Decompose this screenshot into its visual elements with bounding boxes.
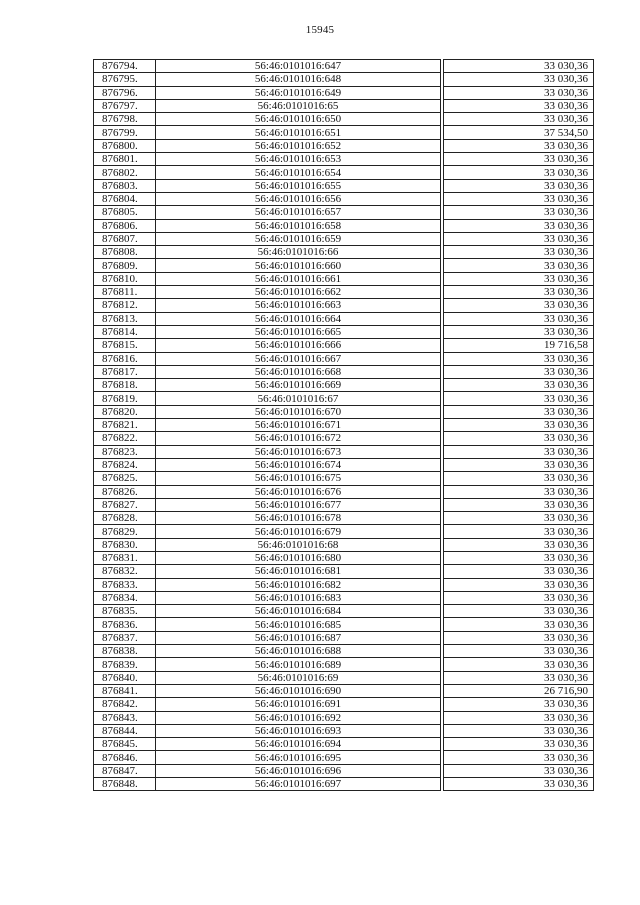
table-row [94, 778, 594, 791]
table-row [94, 645, 594, 658]
row-number-cell: 876824. [94, 458, 156, 471]
table-row [94, 392, 594, 405]
row-number-cell: 876799. [94, 126, 156, 139]
value-cell: 33 030,36 [444, 472, 594, 485]
table-row [94, 219, 594, 232]
row-number-cell: 876846. [94, 751, 156, 764]
row-number-cell: 876795. [94, 73, 156, 86]
cadastral-number-cell: 56:46:0101016:679 [156, 525, 441, 538]
cadastral-number-cell: 56:46:0101016:68 [156, 538, 441, 551]
table-row [94, 179, 594, 192]
table-row [94, 419, 594, 432]
value-cell: 33 030,36 [444, 166, 594, 179]
value-cell: 33 030,36 [444, 764, 594, 777]
cadastral-number-cell: 56:46:0101016:678 [156, 512, 441, 525]
value-cell: 33 030,36 [444, 671, 594, 684]
value-cell: 33 030,36 [444, 286, 594, 299]
value-cell: 33 030,36 [444, 259, 594, 272]
table-row [94, 565, 594, 578]
cadastral-number-cell: 56:46:0101016:692 [156, 711, 441, 724]
value-cell: 33 030,36 [444, 698, 594, 711]
table-row [94, 684, 594, 697]
row-number-cell: 876833. [94, 578, 156, 591]
table-row [94, 60, 594, 73]
table-row [94, 192, 594, 205]
row-number-cell: 876803. [94, 179, 156, 192]
value-cell: 33 030,36 [444, 179, 594, 192]
table-row [94, 139, 594, 152]
value-cell: 33 030,36 [444, 113, 594, 126]
cadastral-number-cell: 56:46:0101016:674 [156, 458, 441, 471]
row-number-cell: 876822. [94, 432, 156, 445]
cadastral-number-cell: 56:46:0101016:670 [156, 405, 441, 418]
cadastral-number-cell: 56:46:0101016:673 [156, 445, 441, 458]
row-number-cell: 876838. [94, 645, 156, 658]
cadastral-number-cell: 56:46:0101016:684 [156, 605, 441, 618]
value-cell: 33 030,36 [444, 738, 594, 751]
table-row [94, 698, 594, 711]
cadastral-number-cell: 56:46:0101016:663 [156, 299, 441, 312]
cadastral-number-cell: 56:46:0101016:651 [156, 126, 441, 139]
table-row [94, 365, 594, 378]
table-row [94, 538, 594, 551]
table-row [94, 751, 594, 764]
value-cell: 33 030,36 [444, 605, 594, 618]
table-row [94, 551, 594, 564]
value-cell: 33 030,36 [444, 485, 594, 498]
table-row [94, 591, 594, 604]
value-cell: 33 030,36 [444, 724, 594, 737]
value-cell: 33 030,36 [444, 272, 594, 285]
cadastral-number-cell: 56:46:0101016:660 [156, 259, 441, 272]
value-cell: 33 030,36 [444, 206, 594, 219]
table-row [94, 99, 594, 112]
row-number-cell: 876821. [94, 419, 156, 432]
value-cell: 33 030,36 [444, 392, 594, 405]
table-row [94, 232, 594, 245]
cadastral-number-cell: 56:46:0101016:661 [156, 272, 441, 285]
table-row [94, 764, 594, 777]
cadastral-number-cell: 56:46:0101016:648 [156, 73, 441, 86]
value-cell: 33 030,36 [444, 751, 594, 764]
row-number-cell: 876834. [94, 591, 156, 604]
cadastral-number-cell: 56:46:0101016:681 [156, 565, 441, 578]
row-number-cell: 876810. [94, 272, 156, 285]
value-cell: 33 030,36 [444, 299, 594, 312]
row-number-cell: 876797. [94, 99, 156, 112]
row-number-cell: 876829. [94, 525, 156, 538]
cadastral-number-cell: 56:46:0101016:675 [156, 472, 441, 485]
cadastral-number-cell: 56:46:0101016:65 [156, 99, 441, 112]
cadastral-number-cell: 56:46:0101016:690 [156, 684, 441, 697]
table-row [94, 272, 594, 285]
row-number-cell: 876837. [94, 631, 156, 644]
table-row [94, 458, 594, 471]
cadastral-number-cell: 56:46:0101016:677 [156, 498, 441, 511]
value-cell: 33 030,36 [444, 525, 594, 538]
cadastral-number-cell: 56:46:0101016:69 [156, 671, 441, 684]
cadastral-number-cell: 56:46:0101016:647 [156, 60, 441, 73]
cadastral-number-cell: 56:46:0101016:664 [156, 312, 441, 325]
value-cell: 33 030,36 [444, 618, 594, 631]
row-number-cell: 876831. [94, 551, 156, 564]
row-number-cell: 876826. [94, 485, 156, 498]
value-cell: 33 030,36 [444, 405, 594, 418]
table-row [94, 525, 594, 538]
cadastral-number-cell: 56:46:0101016:654 [156, 166, 441, 179]
value-cell: 33 030,36 [444, 419, 594, 432]
row-number-cell: 876794. [94, 60, 156, 73]
cadastral-number-cell: 56:46:0101016:659 [156, 232, 441, 245]
page-number: 15945 [305, 24, 335, 36]
cadastral-number-cell: 56:46:0101016:691 [156, 698, 441, 711]
table-row [94, 286, 594, 299]
table-row [94, 113, 594, 126]
cadastral-table-container [93, 59, 594, 791]
table-row [94, 339, 594, 352]
table-row [94, 738, 594, 751]
cadastral-number-cell: 56:46:0101016:652 [156, 139, 441, 152]
row-number-cell: 876800. [94, 139, 156, 152]
cadastral-number-cell: 56:46:0101016:671 [156, 419, 441, 432]
cadastral-number-cell: 56:46:0101016:683 [156, 591, 441, 604]
table-row [94, 432, 594, 445]
value-cell: 33 030,36 [444, 658, 594, 671]
table-row [94, 299, 594, 312]
row-number-cell: 876845. [94, 738, 156, 751]
value-cell: 33 030,36 [444, 458, 594, 471]
cadastral-number-cell: 56:46:0101016:688 [156, 645, 441, 658]
cadastral-number-cell: 56:46:0101016:694 [156, 738, 441, 751]
cadastral-number-cell: 56:46:0101016:658 [156, 219, 441, 232]
cadastral-number-cell: 56:46:0101016:697 [156, 778, 441, 791]
cadastral-number-cell: 56:46:0101016:667 [156, 352, 441, 365]
cadastral-number-cell: 56:46:0101016:689 [156, 658, 441, 671]
table-row [94, 246, 594, 259]
cadastral-number-cell: 56:46:0101016:695 [156, 751, 441, 764]
row-number-cell: 876811. [94, 286, 156, 299]
cadastral-number-cell: 56:46:0101016:682 [156, 578, 441, 591]
value-cell: 37 534,50 [444, 126, 594, 139]
row-number-cell: 876814. [94, 325, 156, 338]
row-number-cell: 876847. [94, 764, 156, 777]
table-row [94, 352, 594, 365]
cadastral-number-cell: 56:46:0101016:672 [156, 432, 441, 445]
row-number-cell: 876832. [94, 565, 156, 578]
cadastral-number-cell: 56:46:0101016:657 [156, 206, 441, 219]
value-cell: 33 030,36 [444, 591, 594, 604]
row-number-cell: 876844. [94, 724, 156, 737]
cadastral-number-cell: 56:46:0101016:680 [156, 551, 441, 564]
row-number-cell: 876823. [94, 445, 156, 458]
table-row [94, 711, 594, 724]
row-number-cell: 876798. [94, 113, 156, 126]
table-row [94, 618, 594, 631]
row-number-cell: 876839. [94, 658, 156, 671]
value-cell: 33 030,36 [444, 192, 594, 205]
row-number-cell: 876804. [94, 192, 156, 205]
row-number-cell: 876828. [94, 512, 156, 525]
row-number-cell: 876820. [94, 405, 156, 418]
cadastral-number-cell: 56:46:0101016:693 [156, 724, 441, 737]
value-cell: 33 030,36 [444, 379, 594, 392]
value-cell: 33 030,36 [444, 219, 594, 232]
row-number-cell: 876842. [94, 698, 156, 711]
row-number-cell: 876812. [94, 299, 156, 312]
value-cell: 33 030,36 [444, 99, 594, 112]
table-row [94, 512, 594, 525]
table-row [94, 472, 594, 485]
row-number-cell: 876836. [94, 618, 156, 631]
value-cell: 33 030,36 [444, 512, 594, 525]
row-number-cell: 876835. [94, 605, 156, 618]
table-row [94, 445, 594, 458]
cadastral-number-cell: 56:46:0101016:668 [156, 365, 441, 378]
cadastral-number-cell: 56:46:0101016:656 [156, 192, 441, 205]
table-row [94, 126, 594, 139]
cadastral-number-cell: 56:46:0101016:666 [156, 339, 441, 352]
table-row [94, 259, 594, 272]
cadastral-number-cell: 56:46:0101016:665 [156, 325, 441, 338]
table-row [94, 312, 594, 325]
row-number-cell: 876848. [94, 778, 156, 791]
table-row [94, 671, 594, 684]
value-cell: 33 030,36 [444, 312, 594, 325]
cadastral-number-cell: 56:46:0101016:696 [156, 764, 441, 777]
row-number-cell: 876827. [94, 498, 156, 511]
cadastral-table [93, 59, 594, 791]
value-cell: 33 030,36 [444, 778, 594, 791]
value-cell: 33 030,36 [444, 139, 594, 152]
cadastral-number-cell: 56:46:0101016:66 [156, 246, 441, 259]
cadastral-number-cell: 56:46:0101016:655 [156, 179, 441, 192]
table-body [94, 60, 594, 791]
cadastral-number-cell: 56:46:0101016:685 [156, 618, 441, 631]
value-cell: 33 030,36 [444, 232, 594, 245]
value-cell: 26 716,90 [444, 684, 594, 697]
value-cell: 33 030,36 [444, 538, 594, 551]
table-row [94, 658, 594, 671]
table-row [94, 86, 594, 99]
value-cell: 33 030,36 [444, 445, 594, 458]
value-cell: 33 030,36 [444, 153, 594, 166]
row-number-cell: 876806. [94, 219, 156, 232]
row-number-cell: 876816. [94, 352, 156, 365]
row-number-cell: 876805. [94, 206, 156, 219]
cadastral-number-cell: 56:46:0101016:650 [156, 113, 441, 126]
row-number-cell: 876802. [94, 166, 156, 179]
value-cell: 33 030,36 [444, 365, 594, 378]
row-number-cell: 876819. [94, 392, 156, 405]
table-row [94, 325, 594, 338]
row-number-cell: 876813. [94, 312, 156, 325]
value-cell: 33 030,36 [444, 578, 594, 591]
row-number-cell: 876807. [94, 232, 156, 245]
cadastral-number-cell: 56:46:0101016:676 [156, 485, 441, 498]
value-cell: 33 030,36 [444, 711, 594, 724]
value-cell: 33 030,36 [444, 565, 594, 578]
value-cell: 33 030,36 [444, 645, 594, 658]
table-row [94, 485, 594, 498]
cadastral-number-cell: 56:46:0101016:67 [156, 392, 441, 405]
row-number-cell: 876841. [94, 684, 156, 697]
table-row [94, 724, 594, 737]
row-number-cell: 876817. [94, 365, 156, 378]
table-row [94, 578, 594, 591]
row-number-cell: 876809. [94, 259, 156, 272]
row-number-cell: 876815. [94, 339, 156, 352]
row-number-cell: 876830. [94, 538, 156, 551]
value-cell: 33 030,36 [444, 86, 594, 99]
table-row [94, 405, 594, 418]
table-row [94, 379, 594, 392]
cadastral-number-cell: 56:46:0101016:687 [156, 631, 441, 644]
value-cell: 33 030,36 [444, 325, 594, 338]
row-number-cell: 876840. [94, 671, 156, 684]
value-cell: 33 030,36 [444, 73, 594, 86]
table-row [94, 206, 594, 219]
value-cell: 33 030,36 [444, 432, 594, 445]
row-number-cell: 876825. [94, 472, 156, 485]
value-cell: 19 716,58 [444, 339, 594, 352]
value-cell: 33 030,36 [444, 631, 594, 644]
cadastral-number-cell: 56:46:0101016:653 [156, 153, 441, 166]
value-cell: 33 030,36 [444, 498, 594, 511]
row-number-cell: 876796. [94, 86, 156, 99]
row-number-cell: 876808. [94, 246, 156, 259]
table-row [94, 153, 594, 166]
value-cell: 33 030,36 [444, 551, 594, 564]
table-row [94, 498, 594, 511]
value-cell: 33 030,36 [444, 246, 594, 259]
table-row [94, 605, 594, 618]
row-number-cell: 876843. [94, 711, 156, 724]
row-number-cell: 876818. [94, 379, 156, 392]
cadastral-number-cell: 56:46:0101016:669 [156, 379, 441, 392]
table-row [94, 166, 594, 179]
value-cell: 33 030,36 [444, 352, 594, 365]
table-row [94, 631, 594, 644]
table-row [94, 73, 594, 86]
cadastral-number-cell: 56:46:0101016:662 [156, 286, 441, 299]
cadastral-number-cell: 56:46:0101016:649 [156, 86, 441, 99]
value-cell: 33 030,36 [444, 60, 594, 73]
row-number-cell: 876801. [94, 153, 156, 166]
